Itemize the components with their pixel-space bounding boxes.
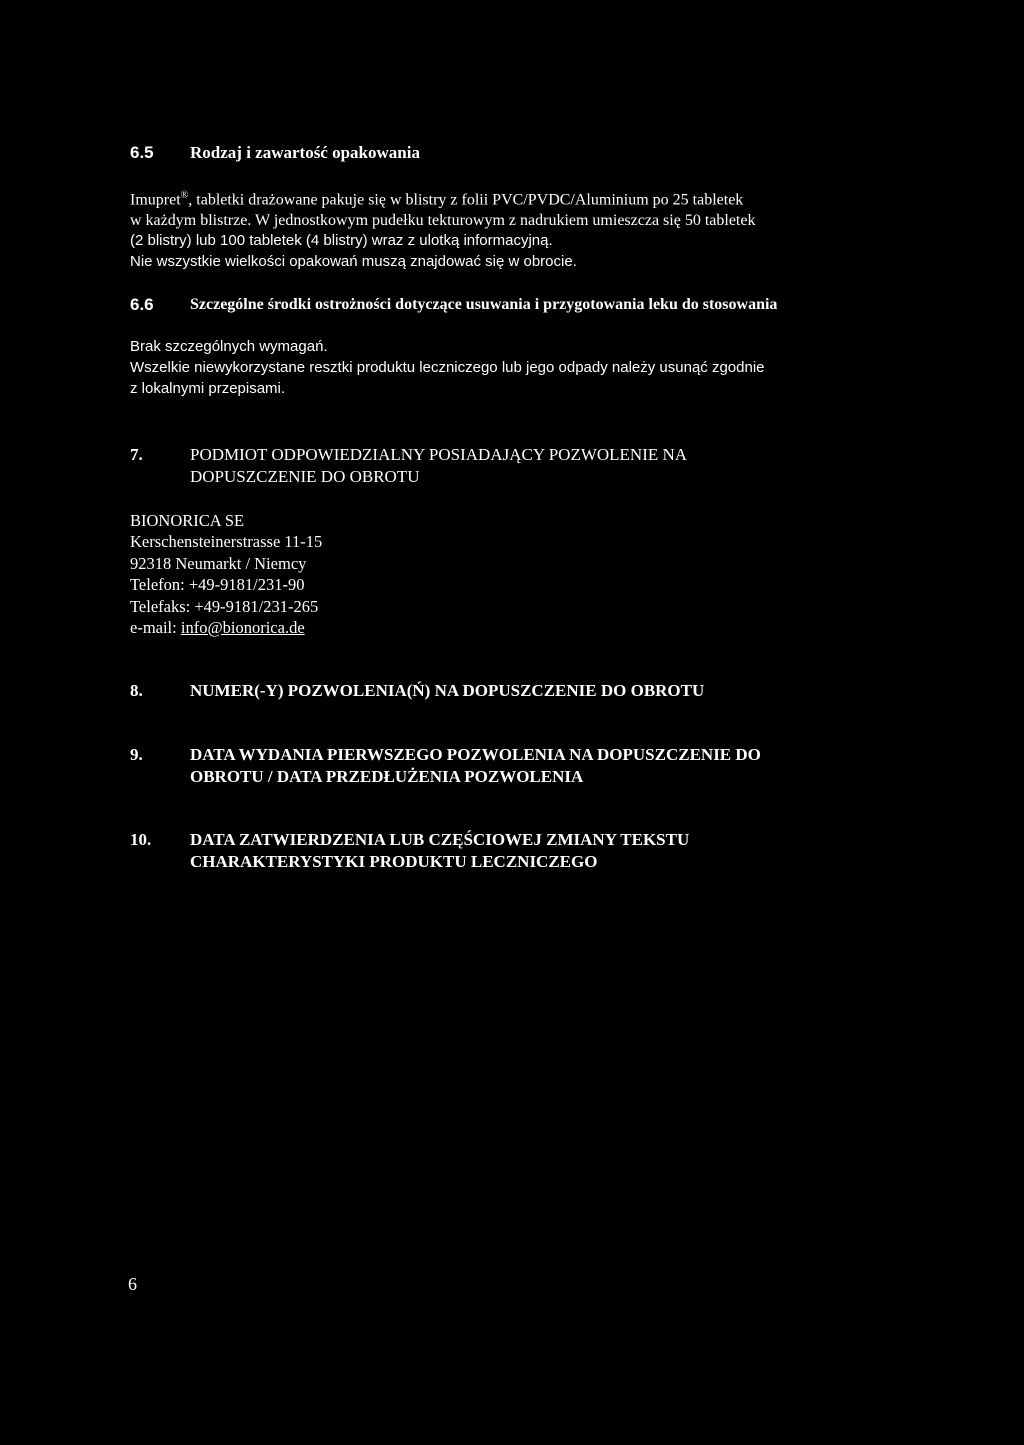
section-6-5-line-2: w każdym blistrze. W jednostkowym pudełku tekturowym z nadrukiem umieszcza się 50 tabletek (130, 211, 756, 229)
section-6-6-number: 6.6 (130, 295, 154, 314)
section-7-title-line-1: PODMIOT ODPOWIEDZIALNY POSIADAJĄCY POZWOLENIE NA (190, 445, 688, 464)
registered-mark: ® (180, 190, 189, 201)
page-number: 6 (128, 1274, 137, 1294)
section-6-5-number: 6.5 (130, 143, 154, 162)
section-6-5-title: Rodzaj i zawartość opakowania (190, 143, 420, 162)
product-name: Imupret (130, 191, 181, 209)
section-6-6-line-3: z lokalnymi przepisami. (130, 380, 286, 397)
section-6-6-line-2: Wszelkie niewykorzystane resztki produktu leczniczego lub jego odpady należy usunąć zgodnie (130, 359, 765, 376)
fax-number: Telefaks: +49-9181/231-265 (130, 596, 319, 616)
section-6-5-line-1-rest: , tabletki drażowane pakuje się w blistry z folii PVC/PVDC/Aluminium po 25 tabletek (188, 191, 744, 209)
email-row (130, 617, 322, 638)
section-9-title-line-1: DATA WYDANIA PIERWSZEGO POZWOLENIA NA DOPUSZCZENIE DO (190, 745, 761, 764)
section-10-number: 10. (130, 830, 152, 849)
section-9-number: 9. (130, 745, 143, 764)
phone-number: Telefon: +49-9181/231-90 (130, 575, 305, 595)
section-6-6-line-1: Brak szczególnych wymagań. (130, 338, 328, 355)
section-6-5-line-1 (130, 186, 755, 211)
section-6-5-line-4: Nie wszystkie wielkości opakowań muszą znajdować się w obrocie. (130, 252, 577, 270)
email-link[interactable]: info@bionorica.de (180, 618, 305, 638)
section-8-number: 8. (130, 681, 143, 700)
street-address: Kerschensteinerstrasse 11-15 (130, 532, 323, 552)
email-label: e-mail: (130, 618, 181, 638)
section-6-5-body (130, 186, 755, 272)
section-9-title (190, 744, 761, 788)
section-6-6-title: Szczególne środki ostrożności dotyczące usuwania i przygotowania leku do stosowania (190, 296, 778, 313)
company-name: BIONORICA SE (130, 511, 245, 530)
mah-address (130, 510, 322, 638)
section-10-title-line-1: DATA ZATWIERDZENIA LUB CZĘŚCIOWEJ ZMIANY TEKSTU (190, 830, 690, 849)
section-7-number: 7. (130, 445, 143, 464)
section-9-title-line-2: OBROTU / DATA PRZEDŁUŻENIA POZWOLENIA (190, 767, 584, 786)
section-6-6-body (130, 336, 765, 399)
section-10-title (190, 829, 689, 873)
section-10-title-line-2: CHARAKTERYSTYKI PRODUKTU LECZNICZEGO (190, 852, 598, 871)
city-country: 92318 Neumarkt / Niemcy (130, 553, 307, 573)
section-7-title-line-2: DOPUSZCZENIE DO OBROTU (190, 467, 420, 486)
section-8-title: NUMER(-Y) POZWOLENIA(Ń) NA DOPUSZCZENIE DO OBROTU (190, 681, 705, 700)
section-7-title (190, 444, 687, 488)
section-6-5-line-3: (2 blistry) lub 100 tabletek (4 blistry) wraz z ulotką informacyjną. (130, 232, 553, 250)
